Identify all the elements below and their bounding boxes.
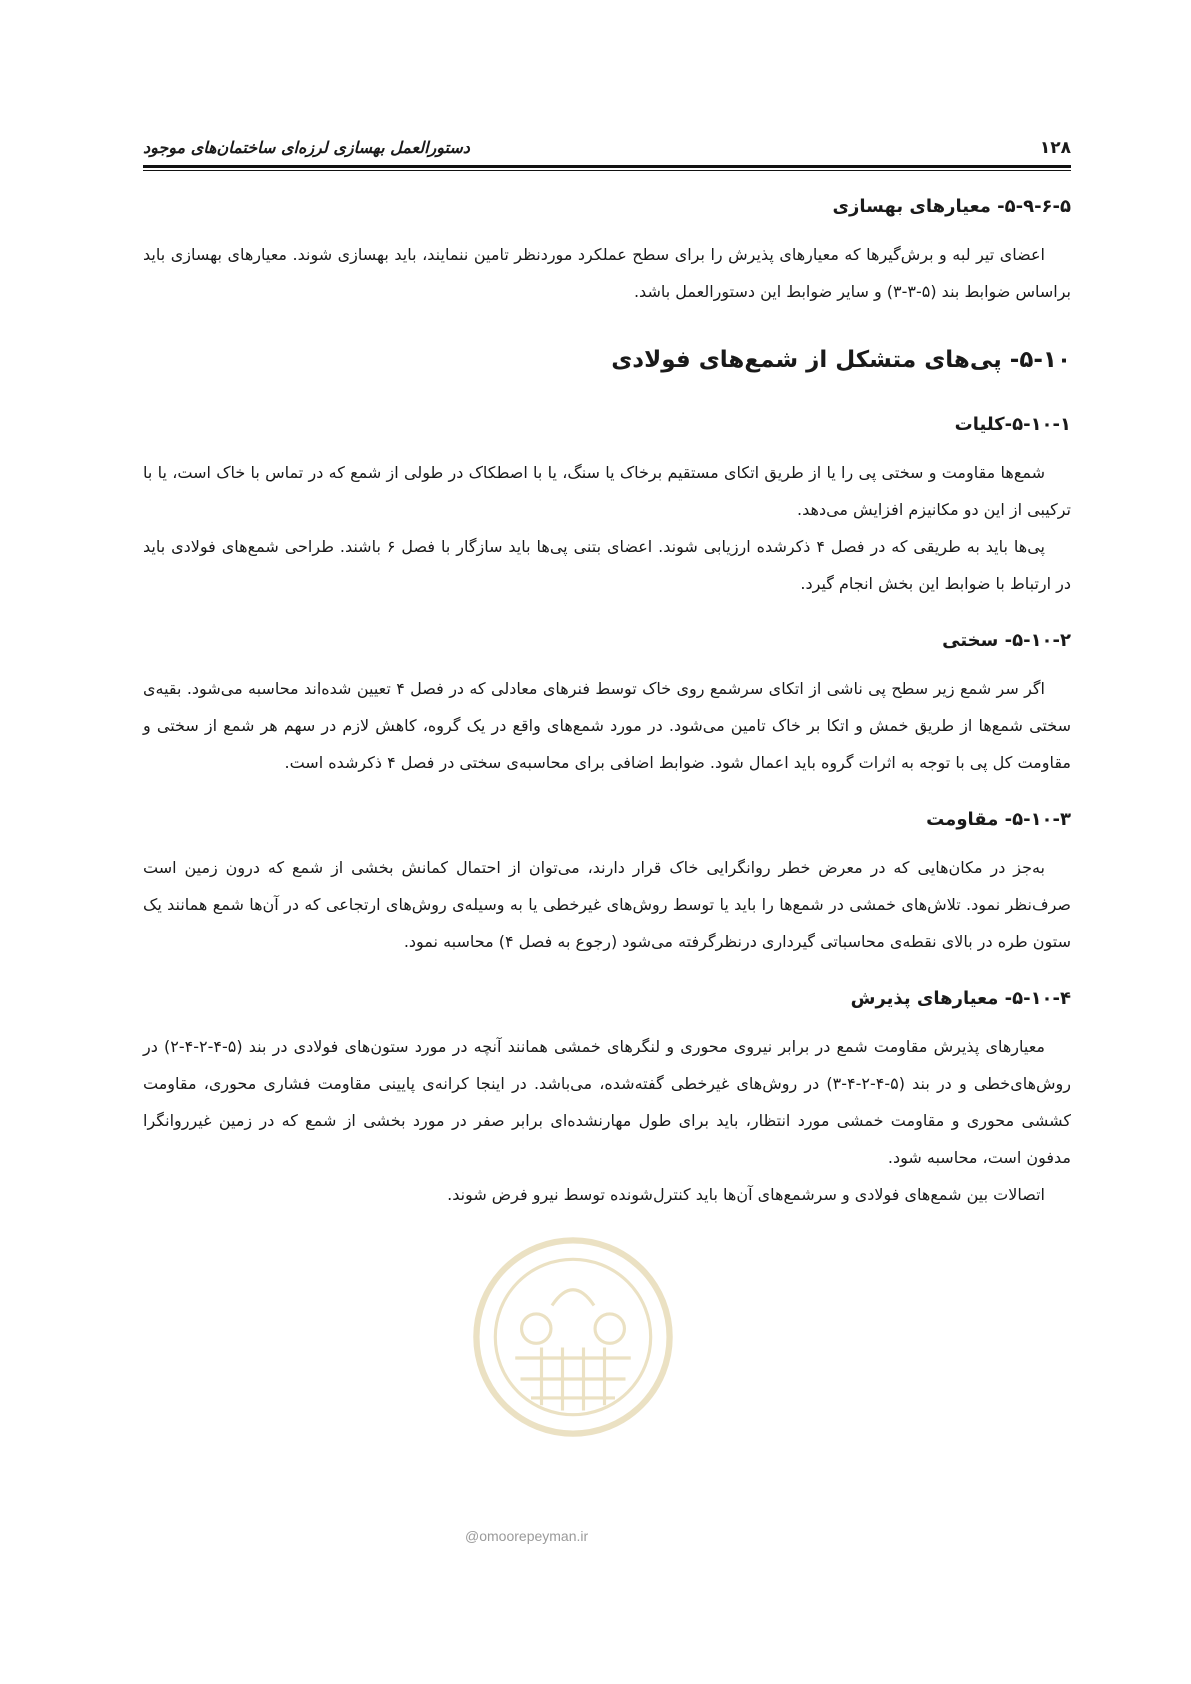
page-header (143, 132, 1071, 162)
page-number: ۱۲۸ (1039, 138, 1071, 158)
section-heading: ۵-۱۰-۲- سختی (942, 630, 1071, 651)
page-content (143, 190, 1071, 1213)
section-heading: ۵-۹-۶-۵- معیارهای بهسازی (832, 196, 1071, 217)
section-heading: ۵-۱۰-۴- معیارهای پذیرش (850, 988, 1071, 1009)
at-icon: @ (465, 1528, 480, 1544)
section-heading: ۵-۱۰-۳- مقاومت (926, 809, 1071, 830)
paragraph: پی‌ها باید به طریقی که در فصل ۴ ذکرشده ارزیابی شوند. اعضای بتنی پی‌ها باید سازگار با فصل ۶ باشند. طراحی شمع‌های فولادی باید در ارتباط با ضوابط این بخش انجام گیرد. (143, 537, 1071, 593)
paragraph: شمع‌ها مقاومت و سختی پی را یا از طریق اتکای مستقیم برخاک یا سنگ، یا با اصطکاک در طولی از شمع که در تماس با خاک است، یا با ترکیبی از این دو مکانیزم افزایش می‌دهد. (143, 463, 1071, 519)
watermark-seal-icon (468, 1232, 678, 1442)
header-rule (143, 165, 1071, 171)
watermark-url: @omoorepeyman.ir (465, 1528, 589, 1544)
paragraph: اگر سر شمع زیر سطح پی ناشی از اتکای سرشمع روی خاک توسط فنرهای معادلی که در فصل ۴ تعیین شده‌اند محاسبه می‌شود. بقیه‌ی سختی شمع‌ها از طریق خمش و اتکا بر خاک تامین می‌شود. در مورد شمع‌های واقع در یک گروه، کاهش لازم در سهم هر شمع از سختی و مقاومت کل پی با توجه به اثرات گروه باید اعمال شود. ضوابط اضافی برای محاسبه‌ی سختی در فصل ۴ ذکرشده است. (143, 679, 1071, 772)
paragraph: به‌جز در مکان‌هایی که در معرض خطر روانگرایی خاک قرار دارند، می‌توان از احتمال کمانش بخشی از شمع که درون زمین است صرف‌نظر نمود. تلاش‌های خمشی در شمع‌ها را باید یا توسط روش‌های غیرخطی یا به وسیله‌ی روش‌های ارتجاعی که در آن‌ها شمع همانند یک ستون طره در بالای نقطه‌ی محاسباتی گیرداری درنظرگرفته می‌شود (رجوع به فصل ۴) محاسبه نمود. (143, 858, 1071, 951)
running-title: دستورالعمل بهسازی لرزه‌ای ساختمان‌های موجود (143, 138, 470, 157)
paragraph: معیارهای پذیرش مقاومت شمع در برابر نیروی محوری و لنگرهای خمشی همانند آنچه در مورد ستون‌های فولادی در بند (۵-۴-۲-۴-۲) در روش‌های‌خطی و در بند (۵-۴-۲-۴-۳) در روش‌های غیرخطی گفته‌شده، می‌باشد. در اینجا کرانه‌ی پایینی مقاومت فشاری محوری، مقاومت کششی محوری و مقاومت خمشی مورد انتظار، باید برای طول مهارنشده‌ای برابر صفر در مورد بخشی از شمع که در زمین غیرروانگرا مدفون است، محاسبه شود. (143, 1037, 1072, 1167)
section-heading: ۵-۱۰-۱-کلیات (954, 414, 1071, 435)
chapter-heading: ۵-۱۰- پی‌های متشکل از شمع‌های فولادی (611, 347, 1071, 373)
paragraph: اعضای تیر لبه و برش‌گیرها که معیارهای پذیرش را برای سطح عملکرد موردنظر تامین ننمایند، باید بهسازی شوند. معیارهای بهسازی باید براساس ضوابط بند (۵-۳-۳) و سایر ضوابط این دستورالعمل باشد. (143, 245, 1071, 301)
paragraph: اتصالات بین شمع‌های فولادی و سرشمع‌های آن‌ها باید کنترل‌شونده توسط نیرو فرض شوند. (447, 1185, 1045, 1204)
